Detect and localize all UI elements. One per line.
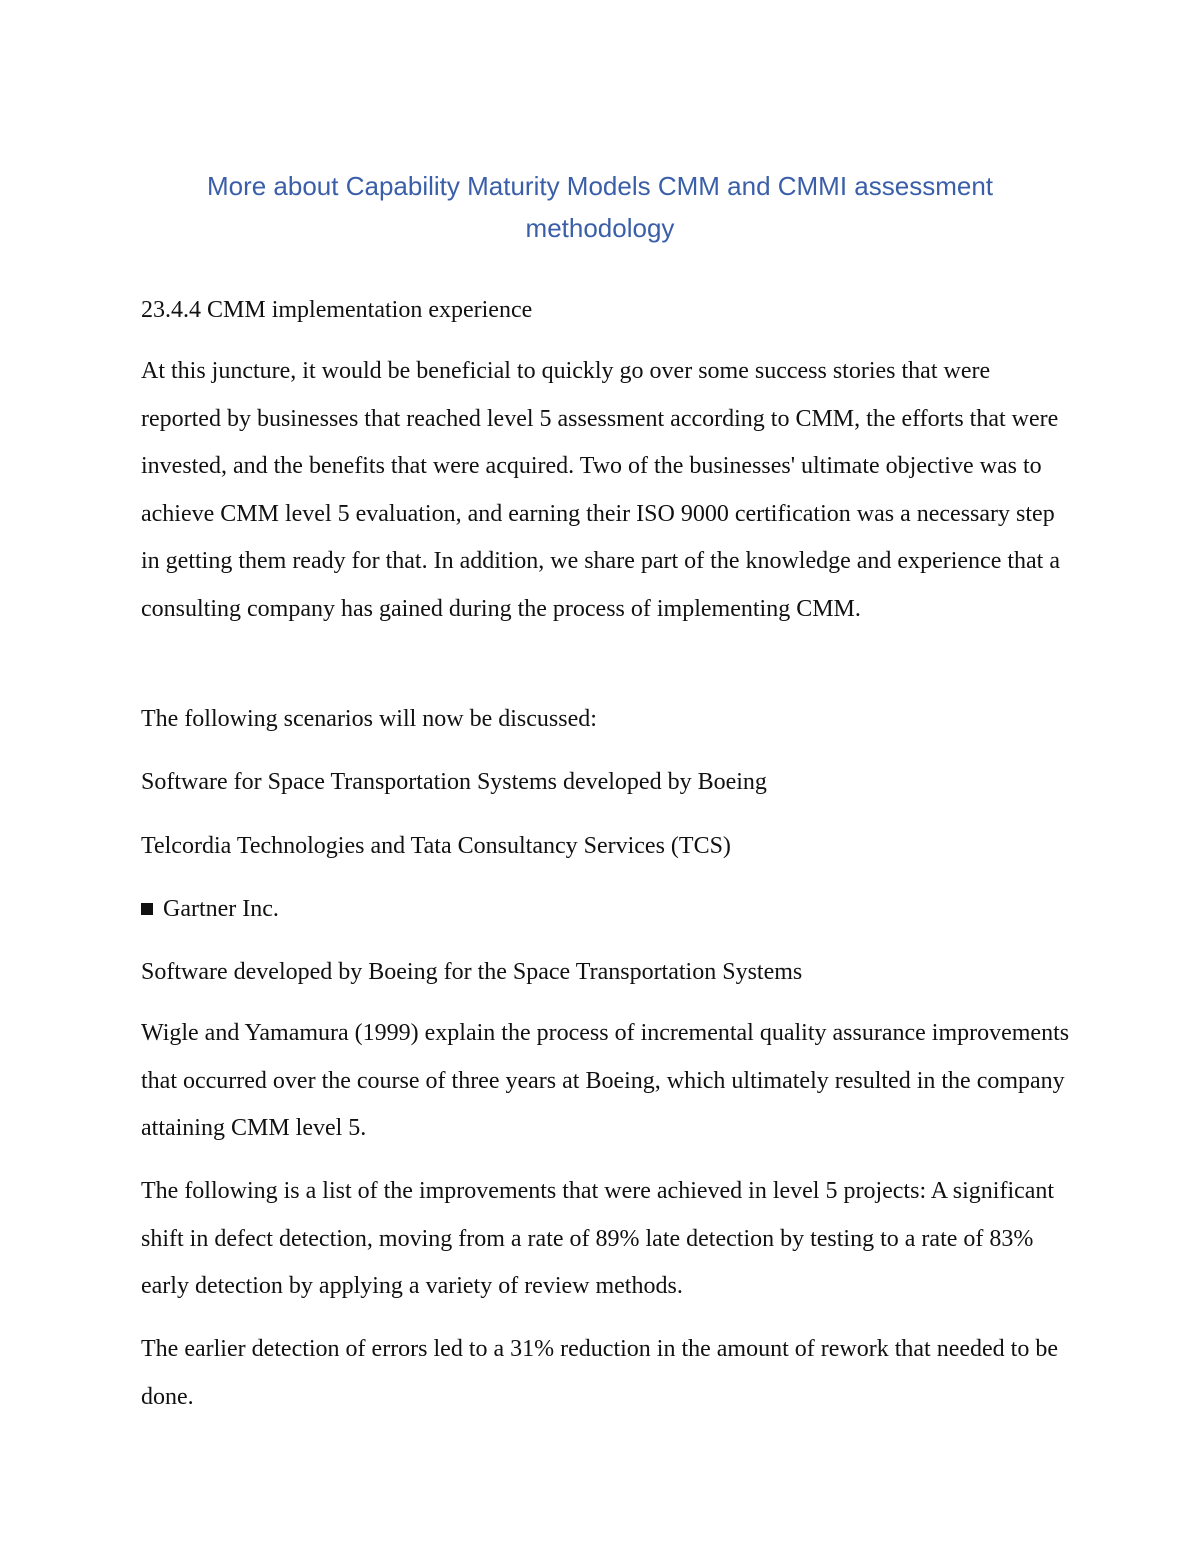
boeing-paragraph: Wigle and Yamamura (1999) explain the process of incremental quality assurance improvements that occurred over the course of three years at Boeing, which ultimately resulted in the company attaining CMM level 5. <box>141 1020 1070 1141</box>
improvements-paragraph: The following is a list of the improvements that were achieved in level 5 projects: A significant shift in defect detection, moving from a rate of 89% late detection by testing to a rate of 83% early detection by applying a variety of review methods. <box>141 1178 1055 1299</box>
scenario-item-label: Gartner Inc. <box>163 896 279 922</box>
section-heading: 23.4.4 CMM implementation experience <box>141 297 533 323</box>
scenario-item-bulleted <box>141 894 1071 924</box>
square-bullet-icon <box>141 903 153 915</box>
scenarios-intro: The following scenarios will now be discussed: <box>141 706 597 732</box>
scenario-item: Telcordia Technologies and Tata Consultancy Services (TCS) <box>141 833 731 859</box>
intro-paragraph: At this juncture, it would be beneficial to quickly go over some success stories that were reported by businesses that reached level 5 assessment according to CMM, the efforts that were invested, and the benefits that were acquired. Two of the businesses' ultimate objective was to achieve CMM level 5 evaluation, and earning their ISO 9000 certification was a necessary step in getting them ready for that. In addition, we share part of the knowledge and experience that a consulting company has gained during the process of implementing CMM. <box>141 358 1060 622</box>
document-title: More about Capability Maturity Models CMM and CMMI assessment methodology <box>206 171 994 243</box>
scenario-item: Software for Space Transportation Systems developed by Boeing <box>141 769 767 795</box>
rework-paragraph: The earlier detection of errors led to a 31% reduction in the amount of rework that needed to be done. <box>141 1336 1058 1410</box>
boeing-heading: Software developed by Boeing for the Space Transportation Systems <box>141 959 803 985</box>
